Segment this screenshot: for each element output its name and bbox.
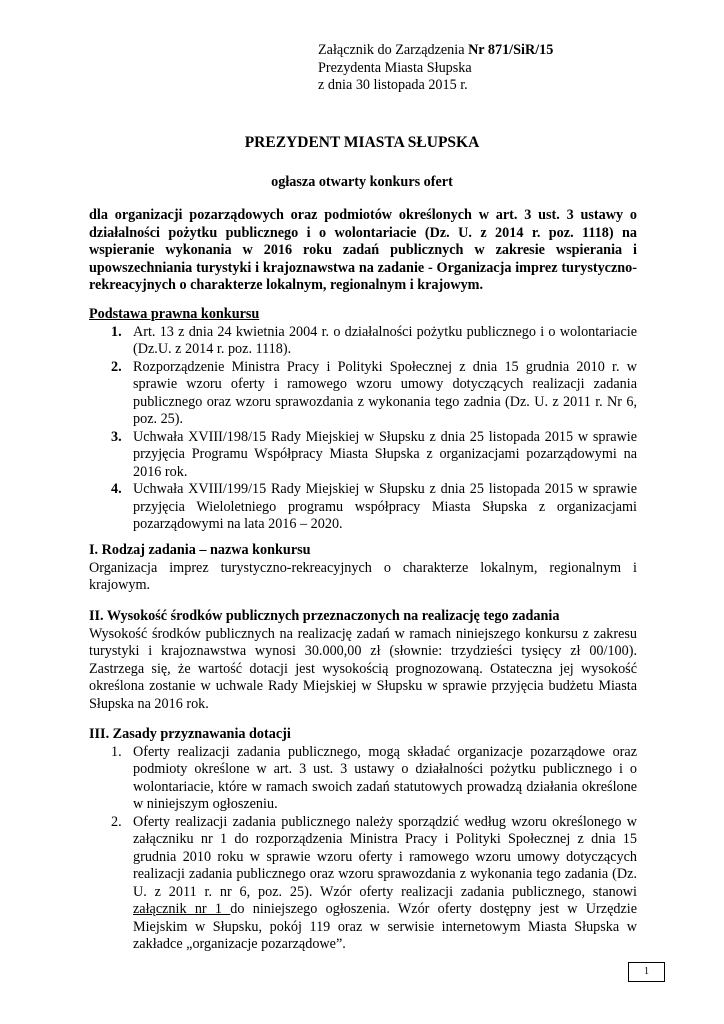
section-3-list — [89, 744, 637, 954]
list-item-text: Rozporządzenie Ministra Pracy i Polityki Społecznej z dnia 15 grudnia 2010 r. w sprawie wzoru oferty i ramowego wzoru umowy dotyczących realizacji zadania publicznego oraz wzoru sprawozdania z wykonania tego zadnia (Dz. U. z 2011 r. Nr 6, poz. 25). — [133, 358, 637, 427]
list-item-text: Uchwała XVIII/198/15 Rady Miejskiej w Słupsku z dnia 25 listopada 2015 w sprawie przyjęcia Programu Współpracy Miasta Słupska z organizacjami pozarządowymi na 2016 rok. — [133, 428, 637, 480]
list-item-number: 4. — [111, 481, 122, 497]
page-number: 1 — [628, 962, 665, 982]
legal-basis-section — [89, 306, 637, 534]
list-item — [89, 359, 637, 429]
section-1 — [89, 542, 637, 595]
list-item-text: Oferty realizacji zadania publicznego, mogą składać organizacje pozarządowe oraz podmioty określone w art. 3 ust. 3 ustawy o działalności pożytku publicznego i o wolontariacie, które w ramach swoich zadań statutowych prowadzą działania określone w niniejszym ogłoszeniu. — [133, 743, 637, 812]
header-line-1 — [318, 42, 553, 60]
section-2-text: Wysokość środków publicznych na realizację zadań w ramach niniejszego konkursu z zakresu turystyki i krajoznawstwa wynosi 30.000,00 zł (słownie: trzydzieści tysięcy zł 00/100). Zastrzega się, że wartość dotacji jest wysokością prognozowaną. Ostateczna jej wysokość określona zostanie w uchwale Rady Miejskiej w Słupsku w sprawie przyjęcia budżetu Miasta Słupska na 2016 rok. — [89, 625, 637, 712]
decree-number: Nr 871/SiR/15 — [468, 42, 554, 58]
list-item — [89, 324, 637, 359]
list-item-number: 1. — [111, 323, 122, 340]
legal-basis-heading: Podstawa prawna konkursu — [89, 306, 260, 322]
list-item-text-after: do niniejszego ogłoszenia. Wzór oferty dostępny jest w Urzędzie Miejskim w Słupsku, pokój 119 oraz w serwisie internetowym Miasta Słupska w zakładce „organizacje pozarządowe”. — [133, 901, 638, 952]
list-item-text-before: Oferty realizacji zadania publicznego należy sporządzić według wzoru określonego w załączniku nr 1 do rozporządzenia Ministra Pracy i Polityki Społecznej z dnia 15 grudnia 2010 roku w sprawie wzoru oferty i ramowego wzoru umowy dotyczących realizacji zadania publicznego oraz wzoru sprawozdania z wykonania tego zadania (Dz. U. z 2011 r. nr 6, poz. 25). Wzór oferty realizacji zadania publicznego, stanowi — [133, 813, 637, 900]
intro-paragraph: dla organizacji pozarządowych oraz podmiotów określonych w art. 3 ust. 3 ustawy o działalności pożytku publicznego i o wolontariacie (Dz. U. z 2014 r. poz. 1118) na wspieranie wykonania w 2016 roku zadań publicznych w zakresie wspierania i upowszechniania turystyki i krajoznawstwa na zadanie - Organizacja imprez turystyczno-rekreacyjnych o charakterze lokalnym, regionalnym i krajowym. — [89, 207, 637, 293]
header-line-3: z dnia 30 listopada 2015 r. — [318, 77, 468, 93]
section-2-heading: II. Wysokość środków publicznych przeznaczonych na realizację tego zadania — [89, 608, 560, 624]
header-line-1-prefix: Załącznik do Zarządzenia — [318, 42, 469, 58]
list-item — [89, 481, 637, 534]
list-item-number: 1. — [111, 743, 122, 760]
document-title: PREZYDENT MIASTA SŁUPSKA — [244, 134, 480, 151]
attachment-header — [318, 42, 553, 95]
list-item — [89, 744, 637, 814]
list-item-number: 3. — [111, 428, 122, 445]
list-item-number: 2. — [111, 358, 122, 375]
document-subtitle: ogłasza otwarty konkurs ofert — [271, 174, 453, 190]
legal-basis-list — [89, 324, 637, 534]
list-item-number: 2. — [111, 813, 122, 830]
section-1-heading: I. Rodzaj zadania – nazwa konkursu — [89, 542, 311, 558]
section-3 — [89, 726, 637, 954]
attachment-reference: załącznik nr 1 — [133, 901, 231, 917]
section-2 — [89, 608, 637, 713]
list-item — [89, 814, 637, 954]
list-item-text: Uchwała XVIII/199/15 Rady Miejskiej w Słupsku z dnia 25 listopada 2015 w sprawie przyjęcia Wieloletniego programu współpracy Miasta Słupska z organizacjami pozarządowymi na lata 2016 – 2020. — [133, 481, 637, 532]
section-1-text: Organizacja imprez turystyczno-rekreacyjnych o charakterze lokalnym, regionalnym i krajowym. — [89, 559, 637, 593]
list-item-text: Art. 13 z dnia 24 kwietnia 2004 r. o działalności pożytku publicznego i o wolontariacie (Dz.U. z 2014 r. poz. 1118). — [133, 323, 637, 357]
header-line-2: Prezydenta Miasta Słupska — [318, 59, 472, 76]
section-3-heading: III. Zasady przyznawania dotacji — [89, 726, 291, 742]
list-item — [89, 429, 637, 482]
